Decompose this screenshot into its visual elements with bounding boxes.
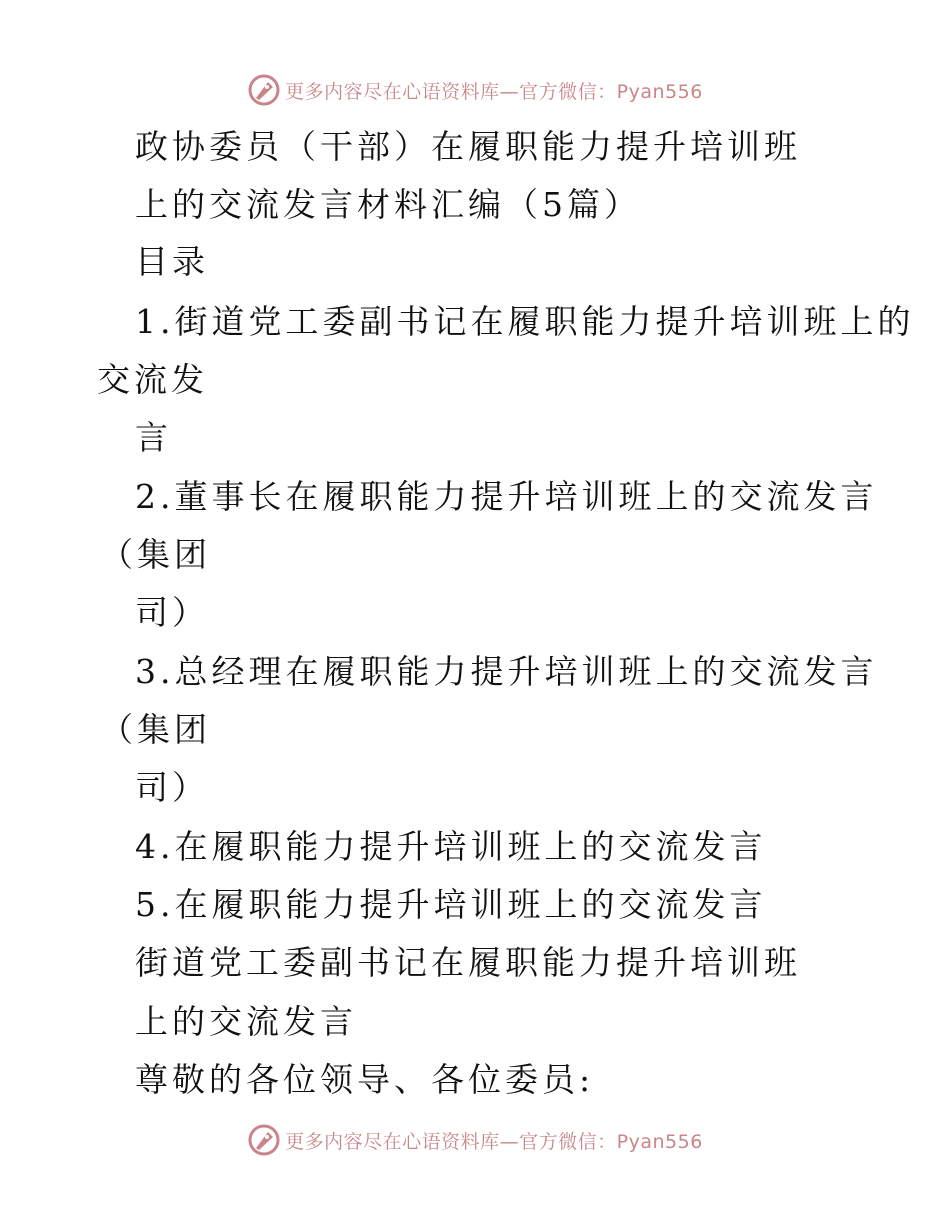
toc-item-3-line-1: 3.总经理在履职能力提升培训班上的交流发言 xyxy=(135,652,878,691)
section-title-line-2: 上的交流发言 xyxy=(135,1002,357,1041)
pen-nib-logo-icon xyxy=(247,1123,281,1157)
toc-item-2-line-2: （集团 xyxy=(100,535,211,574)
toc-item-3-line-2: （集团 xyxy=(100,710,211,749)
toc-item-2-line-1: 2.董事长在履职能力提升培训班上的交流发言 xyxy=(135,477,878,516)
toc-item-4: 4.在履职能力提升培训班上的交流发言 xyxy=(135,827,767,866)
section-title-line-1: 街道党工委副书记在履职能力提升培训班 xyxy=(135,943,801,982)
watermark-text: 更多内容尽在心语资料库—官方微信：Pyan556 xyxy=(285,1130,703,1153)
document-title-line-2: 上的交流发言材料汇编（5篇） xyxy=(135,185,641,224)
toc-item-1-line-3: 言 xyxy=(135,418,172,457)
salutation: 尊敬的各位领导、各位委员: xyxy=(135,1060,595,1099)
toc-item-1-line-2: 交流发 xyxy=(97,360,208,399)
toc-item-1-line-1: 1.街道党工委副书记在履职能力提升培训班上的 xyxy=(135,302,915,341)
toc-item-5: 5.在履职能力提升培训班上的交流发言 xyxy=(135,885,767,924)
toc-item-2-line-3: 司） xyxy=(135,593,209,632)
toc-heading: 目录 xyxy=(135,242,209,281)
toc-item-3-line-3: 司） xyxy=(135,768,209,807)
footer-watermark xyxy=(0,1120,950,1160)
pen-nib-logo-icon xyxy=(247,73,281,107)
header-watermark xyxy=(0,70,950,110)
watermark-text: 更多内容尽在心语资料库—官方微信：Pyan556 xyxy=(285,80,703,103)
document-title-line-1: 政协委员（干部）在履职能力提升培训班 xyxy=(135,127,801,166)
